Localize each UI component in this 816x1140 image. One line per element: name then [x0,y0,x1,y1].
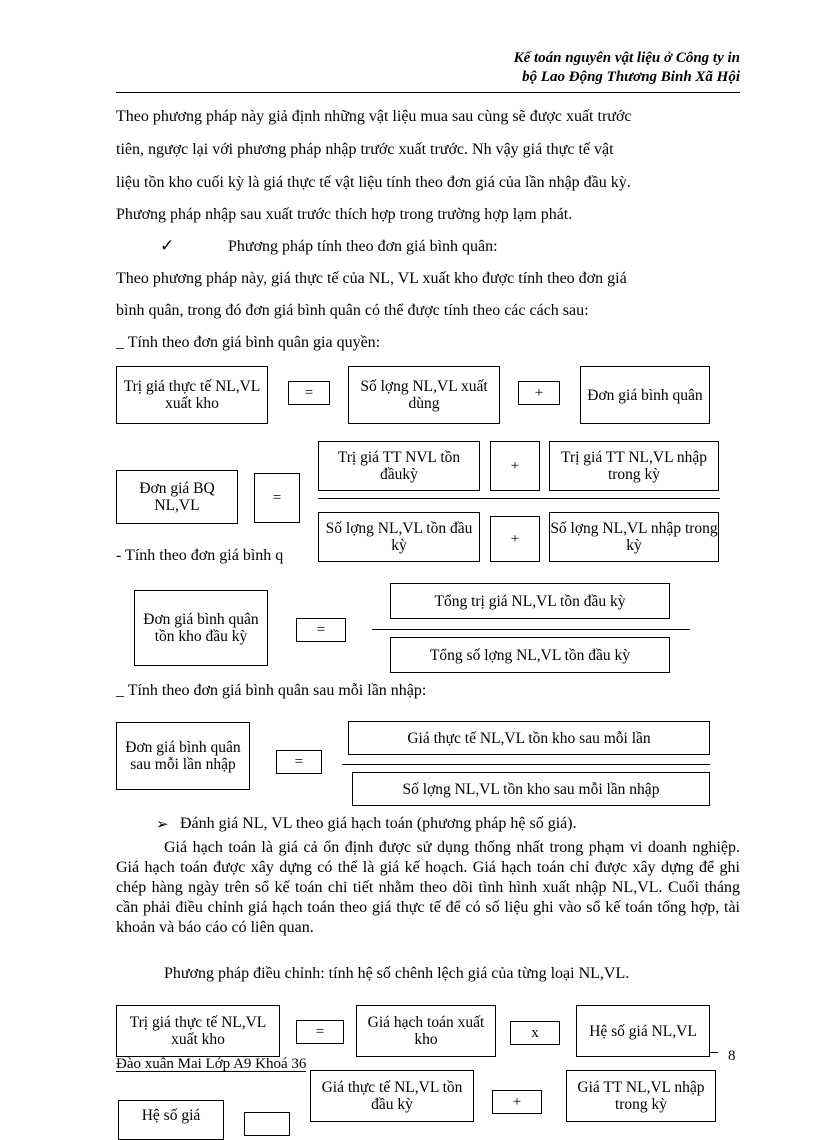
footer-rule [116,1071,306,1072]
formula5-equals: = [296,1020,344,1044]
formula6-lhs-price-coefficient: Hệ số giá [118,1100,224,1140]
adjustment-method-line: Phương pháp điều chỉnh: tính hệ số chênh lệch giá của từng loại NL,VL. [164,965,630,982]
formula2-den-opening-quantity: Số lợng NL,VL tồn đầu kỳ [318,512,480,562]
header-title-line1: Kế toán nguyên vật liệu ở Công ty in [513,50,740,66]
formula2-num-opening-value: Trị giá TT NVL tồn đầukỳ [318,441,480,491]
arrow-bullet-icon: ➢ [156,817,169,833]
intro-line-3: liệu tồn kho cuối kỳ là giá thực tế vật liệu tính theo đơn giá của lần nhập đầu kỳ. [116,174,631,191]
formula2-den-received-quantity: Số lợng NL,VL nhập trong kỳ [549,512,719,562]
weighted-average-heading: _ Tính theo đơn giá bình quân gia quyền: [116,334,381,351]
formula1-box-average-price: Đơn giá bình quân [580,366,710,424]
avg-method-line-1: Theo phương pháp này, giá thực tế của NL, VL xuất kho được tính theo đơn giá [116,270,627,287]
intro-line-2: tiên, ngược lại với phương pháp nhập trước xuất trước. Nh vậy giá thực tế vật [116,141,614,158]
formula4-denominator: Số lợng NL,VL tồn kho sau mỗi lần nhập [352,772,710,806]
check-icon: ✓ [160,236,175,255]
formula1-plus: + [518,381,560,405]
intro-line-4: Phương pháp nhập sau xuất trước thích hợp trong trường hợp lạm phát. [116,206,573,223]
footer-author: Đào xuân Mai Lớp A9 Khoá 36 [116,1056,307,1072]
formula5-multiply: x [510,1021,560,1045]
formula3-equals: = [296,618,346,642]
formula6-equals [244,1112,290,1136]
planned-price-title: Đánh giá NL, VL theo giá hạch toán (phương pháp hệ số giá). [180,815,577,832]
header-rule [116,92,740,93]
formula2-fraction-bar [318,498,720,499]
formula3-fraction-bar [372,629,690,630]
formula2-den-plus: + [490,516,540,562]
formula3-numerator: Tổng trị giá NL,VL tồn đầu kỳ [390,583,670,619]
formula4-equals: = [276,750,322,774]
formula6-plus: + [492,1090,542,1114]
formula5-box-planned-price: Giá hạch toán xuất kho [356,1005,496,1057]
formula5-box-actual-value: Trị giá thực tế NL,VL xuất kho [116,1005,280,1057]
formula3-denominator: Tổng số lợng NL,VL tồn đầu kỳ [390,637,670,673]
header-title-line2: bộ Lao Động Thương Binh Xã Hội [522,69,740,85]
formula6-num-opening-actual: Giá thực tế NL,VL tồn đầu kỳ [310,1070,474,1122]
formula4-fraction-bar [342,764,710,765]
formula2-num-received-value: Trị giá TT NL,VL nhập trong kỳ [549,441,719,491]
after-each-receipt-heading: _ Tính theo đơn giá bình quân sau mỗi lần nhập: [116,682,427,699]
planned-price-body: Giá hạch toán là giá cả ổn định được sử dụng thống nhất trong phạm vi doanh nghiệp. Giá hạch toán được xây dựng có thể là giá kế hoạch. Giá hạch toán chỉ được xây dựng để ghi chép hàng ngày trên sổ kế toán chi tiết nhằm theo dõi tình hình xuất nhập NL,VL. Cuối tháng cần phải điều chỉnh giá hạch toán theo giá thực tế để có số liệu ghi vào sổ kế toán tổng hợp, tài khoản và báo cáo có liên quan. [116,839,740,936]
avg-method-title: Phương pháp tính theo đơn giá bình quân: [228,238,498,255]
formula1-box-actual-value: Trị giá thực tế NL,VL xuất kho [116,366,268,424]
prev-period-heading: - Tính theo đơn giá bình q [116,547,316,565]
formula2-lhs-average-unit-price: Đơn giá BQ NL,VL [116,470,238,524]
formula3-lhs: Đơn giá bình quân tồn kho đầu kỳ [134,590,268,666]
formula1-box-quantity: Số lợng NL,VL xuất dùng [348,366,500,424]
formula4-lhs: Đơn giá bình quân sau mỗi lần nhập [116,722,250,790]
formula6-num-received-actual: Giá TT NL,VL nhập trong kỳ [566,1070,716,1122]
intro-line-1: Theo phương pháp này giả định những vật liệu mua sau cùng sẽ được xuất trước [116,108,632,125]
page-number: 8 [728,1048,736,1064]
formula2-num-plus: + [490,441,540,491]
formula1-equals: = [288,381,330,405]
formula5-tail-rule [710,1052,718,1053]
formula4-numerator: Giá thực tế NL,VL tồn kho sau mỗi lần [348,721,710,755]
formula2-equals: = [254,473,300,523]
avg-method-line-2: bình quân, trong đó đơn giá bình quân có thể được tính theo các cách sau: [116,302,589,319]
formula5-box-price-coefficient: Hệ số giá NL,VL [576,1005,710,1057]
